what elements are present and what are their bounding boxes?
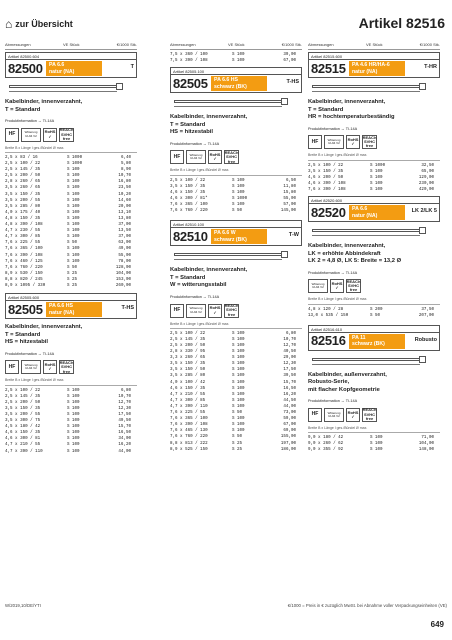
table-row: 2,5 x 145 / 35 S 100 10,70	[5, 394, 131, 399]
product-box-82520: Artikel 82520.600 82520 PA 6.6 natur (NA) LK 2/LK 5	[308, 196, 440, 222]
table-row: 2,5 x 145 / 35 S 100 10,70	[170, 337, 296, 342]
table-row: 4,6 x 300 / 81 S 100 34,00	[5, 437, 131, 442]
table-row: 4,7 x 390 / 110 S 100 44,00	[170, 404, 296, 409]
table-row: 4,7 x 300 / 85 S 100 44,50	[170, 398, 296, 403]
cert-icons	[170, 304, 302, 318]
product-info-link[interactable]: Produktinformation → TI-14A	[308, 270, 358, 275]
reach-icon: REACh SVHC free	[346, 278, 361, 293]
product-title: Kabelbinder, innenverzahnt, LK = erhöhte Abbindekraft LK 2 = 4,8 Ø, LK 5: Breite = 13,2 Ø	[308, 243, 402, 265]
table-row: 8,8 x 820 / 245 S 25 153,00	[5, 277, 131, 282]
reach-icon: REACh SVHC free	[224, 149, 239, 164]
product-info-link[interactable]: Produktinformation → TI-14A	[308, 399, 358, 404]
table-row: 2,5 x 100 / 22 S 100 6,50	[170, 178, 296, 183]
table-row: 7,6 x 365 / 100 S 100 59,00	[170, 417, 296, 422]
product-title: Kabelbinder, innenverzahnt, T = Standard HS = hitzestabil	[5, 324, 83, 346]
table-row: 2,5 x 200 / 50 S 100 10,70	[5, 174, 131, 179]
table-row: 9,0 x 180 / 42 S 100 71,00	[308, 436, 434, 441]
halogen-free-icon: HF	[170, 150, 184, 164]
table-row: 2,5 x 200 / 50 S 100 12,70	[5, 400, 131, 405]
table-row: 3,5 x 285 / 80 S 100 20,00	[5, 204, 131, 209]
table-row: 9,0 x 260 / 62 S 100 104,00	[308, 442, 434, 447]
table-row: 7,6 x 760 / 220 S 50 145,00	[170, 209, 296, 214]
page-number: 649	[430, 620, 444, 629]
table-row: 2,5 x 145 / 35 S 100 8,90	[5, 168, 131, 173]
table-row: 4,8 x 390 / 108 S 100 37,00	[5, 223, 131, 228]
table-row: 3,5 x 150 / 35 S 100 10,20	[5, 192, 131, 197]
ul94-icon: Witterung UL94 V2	[308, 279, 328, 293]
table-row: 3,5 x 200 / 55 S 100 14,60	[5, 198, 131, 203]
ul94-icon: Witterung UL94 V2	[324, 408, 344, 422]
rohs-icon: RoHS ✓	[346, 135, 360, 149]
table-row: 9,0 x 355 / 92 S 100 148,00	[308, 448, 434, 453]
table-row: 2,5 x 100 / 22 S 1000 32,50	[308, 163, 434, 168]
column-3	[308, 42, 440, 454]
column-header: Abmessungen VE Stück €/1000 Stk.	[170, 42, 302, 50]
halogen-free-icon: HF	[5, 128, 19, 142]
table-row: 4,6 x 150 / 35 S 100 16,50	[5, 431, 131, 436]
table-row: 7,6 x 460 / 125 S 100 78,00	[5, 259, 131, 264]
cert-icons	[5, 360, 137, 374]
cert-icons	[5, 128, 137, 142]
cable-tie-drawing	[170, 95, 302, 109]
table-row: 2,8 x 260 / 65 S 100 16,80	[5, 180, 131, 185]
cable-tie-drawing	[170, 248, 302, 262]
table-row: 7,5 x 360 / 100 S 100 39,00	[170, 53, 296, 57]
table-row: 8,9 x 1095 / 330 S 25 260,00	[5, 283, 131, 288]
product-box-82500: Artikel 82500.604 82500 PA 6.6 natur (NA) T	[5, 52, 137, 78]
column-header: Abmessungen VE Stück €/1000 Stk.	[308, 42, 440, 50]
reach-icon: REACh SVHC free	[59, 127, 74, 141]
reach-icon: REACh SVHC free	[362, 407, 377, 422]
reach-icon: REACh SVHC free	[362, 134, 377, 149]
rohs-icon: RoHS ✓	[43, 128, 57, 142]
table-row: 2,5 x 200 / 50 S 100 12,70	[170, 344, 296, 348]
product-title: Kabelbinder, innenverzahnt, T = Standard	[5, 99, 83, 113]
table-row: 7,6 x 225 / 55 S 50 63,00	[5, 241, 131, 246]
halogen-free-icon: HF	[308, 135, 322, 149]
table-row: 3,3 x 260 / 65 S 100 29,00	[170, 356, 296, 361]
table-row: 2,8 x 330 / 95 S 100 40,50	[170, 350, 296, 355]
table-note: Breite B x Länge l ges./Bündel Ø max.	[5, 378, 137, 385]
product-info-link[interactable]: Produktinformation → TI-14A	[170, 141, 220, 146]
product-box-82505: Artikel 82505.100 82505 PA 6.6 HS schwarz (BK) T-HS	[170, 67, 302, 93]
table-row: 7,6 x 390 / 108 S 100 420,00	[308, 187, 434, 192]
table-row: 4,5 x 180 / 42 S 100 15,70	[5, 425, 131, 430]
table-row: 7,6 x 390 / 108 S 100 67,00	[170, 423, 296, 428]
table-row: 3,5 x 150 / 35 S 100 12,30	[5, 406, 131, 411]
product-title: Kabelbinder, innenverzahnt, T = Standard HR = hochtemperaturbeständig	[308, 99, 395, 121]
product-info-link[interactable]: Produktinformation → TI-14A	[170, 294, 220, 299]
table-row: 7,6 x 365 / 100 S 100 49,00	[5, 247, 131, 252]
ul94-icon: Witterung UL94 V2	[324, 135, 344, 149]
table-note: Breite B x Länge l ges./Bündel Ø max.	[170, 168, 302, 175]
cable-tie-drawing	[308, 224, 440, 238]
table-row: 8,9 x 525 / 150 S 25 186,00	[170, 447, 296, 452]
back-link[interactable]: ⌂ zur Übersicht	[5, 17, 73, 31]
table-row: 4,7 x 300 / 85 S 100 37,00	[5, 235, 131, 240]
table-row: 2,5 x 100 / 22 S 100 6,80	[5, 388, 131, 393]
cable-tie-drawing	[5, 80, 137, 94]
table-row: 13,0 x 535 / 150 S 50 207,00	[308, 313, 434, 318]
table-row: 3,5 x 150 / 50 S 100 17,50	[170, 368, 296, 373]
table-row: 7,6 x 760 / 220 S 50 155,00	[170, 435, 296, 440]
product-box-82510: Artikel 82510.100 82510 PA 6.6 W schwarz (BK) T-W	[170, 220, 302, 246]
table-row: 3,5 x 260 / 65 S 100 23,50	[5, 186, 131, 191]
table-row: 3,5 x 150 / 35 S 100 12,30	[170, 362, 296, 367]
price-table	[170, 331, 302, 453]
product-info-link[interactable]: Produktinformation → TI-14A	[5, 351, 55, 356]
table-row: 3,5 x 200 / 55 S 100 17,50	[5, 412, 131, 417]
product-title: Kabelbinder, innenverzahnt, T = Standard HS = hitzestabil	[170, 114, 248, 136]
table-note: Breite B x Länge l ges./Bündel Ø max.	[5, 146, 137, 153]
product-box-82505-natur: Artikel 82505.600 82505 PA 6.6 HS natur (NA) T-HS	[5, 293, 137, 319]
rohs-icon: RoHS ✓	[43, 360, 57, 374]
rohs-icon: RoHS ✓	[208, 150, 222, 164]
table-row: 4,6 x 390 / 108 S 100 230,00	[308, 181, 434, 186]
product-info-link[interactable]: Produktinformation → TI-14A	[5, 119, 55, 124]
cert-icons	[308, 279, 440, 293]
table-row: 4,0 x 175 / 40 S 100 13,10	[5, 210, 131, 215]
ul94-icon: Witterung UL94 V2	[186, 304, 206, 318]
table-row: 7,5 x 390 / 108 S 100 67,00	[170, 59, 296, 64]
table-row: 4,6 x 200 / 50 S 100 129,00	[308, 175, 434, 180]
column-1	[5, 42, 137, 455]
table-row: 4,7 x 390 / 110 S 100 44,00	[5, 449, 131, 454]
halogen-free-icon: HF	[5, 360, 19, 374]
halogen-free-icon: HF	[308, 408, 322, 422]
table-row: 3,5 x 300 / 75 S 100 49,50	[5, 419, 131, 424]
rohs-icon: RoHS ✓	[346, 408, 360, 422]
product-box-82516: Artikel 82516.610 82516 PA 11 schwarz (BK) Robusto	[308, 325, 440, 351]
table-row: 3,5 x 150 / 35 S 100 11,80	[170, 184, 296, 189]
table-row: 4,6 x 150 / 35 S 100 15,80	[170, 190, 296, 195]
table-row: 2,5 x 83 / 16 S 1000 6,40	[5, 156, 131, 160]
reach-icon: REACh SVHC free	[59, 359, 74, 374]
product-box-82515: Artikel 82515.600 82515 PA 4.6 HR/HA-6 natur (NA) T-HR	[308, 52, 440, 78]
table-row: 4,7 x 210 / 55 S 100 16,20	[5, 443, 131, 448]
cert-icons	[308, 408, 440, 422]
column-2	[170, 42, 302, 453]
table-note: Breite B x Länge l ges./Bündel Ø max.	[308, 153, 440, 160]
price-table	[5, 388, 137, 455]
price-table	[5, 155, 137, 289]
table-row: 7,6 x 390 / 108 S 100 55,00	[5, 253, 131, 258]
product-info-link[interactable]: Produktinformation → TI-14A	[308, 126, 358, 131]
table-row: 4,8 x 120 / 28 S 200 37,50	[308, 307, 434, 312]
table-row: 8,9 x 530 / 150 S 25 104,00	[5, 271, 131, 276]
reach-icon: REACh SVHC free	[224, 302, 239, 317]
product-title: Kabelbinder, innenverzahnt, T = Standard W = witterungsstabil	[170, 267, 248, 289]
footer: W/2019,10/DE/YTI €/1000 = Preis in € zuzüglich MwSt. bei Abnahme voller Verpackungseinheiten (VE)	[5, 603, 447, 608]
table-row: 3,5 x 285 / 80 S 100 39,50	[170, 374, 296, 379]
price-table	[170, 178, 302, 215]
table-row: 2,5 x 100 / 22 S 100 6,80	[170, 331, 296, 336]
price-table	[170, 52, 302, 64]
table-row: 2,5 x 100 / 22 S 1000 5,80	[5, 162, 131, 167]
cable-tie-drawing	[308, 80, 440, 94]
halogen-free-icon: HF	[170, 304, 184, 318]
home-icon: ⌂	[5, 17, 13, 31]
table-note: Breite B x Länge l ges./Bündel Ø max.	[308, 297, 440, 304]
table-note: Breite B x Länge l ges./Bündel Ø max.	[170, 322, 302, 329]
cable-tie-drawing	[308, 353, 440, 367]
rohs-icon: RoHS ✓	[330, 279, 344, 293]
ul94-icon: Witterung UL94 V2	[21, 128, 41, 142]
table-row: 7,6 x 465 / 130 S 100 69,00	[170, 429, 296, 434]
table-row: 7,6 x 225 / 55 S 50 73,00	[170, 411, 296, 416]
cert-icons	[170, 150, 302, 164]
product-title: Kabelbinder, außenverzahnt, Robusto-Serie, mit flacher Kopfgeometrie	[308, 371, 387, 393]
table-row: 4,6 x 150 / 35 S 100 16,50	[170, 386, 296, 391]
table-row: 4,8 x 150 / 35 S 100 13,80	[5, 216, 131, 221]
table-row: 7,6 x 365 / 100 S 100 57,00	[170, 203, 296, 208]
rohs-icon: RoHS ✓	[208, 304, 222, 318]
table-row: 4,0 x 100 / 42 S 100 15,70	[170, 380, 296, 385]
table-row: 3,5 x 150 / 35 S 100 65,00	[308, 169, 434, 174]
table-row: 8,8 x 813 / 222 S 25 197,00	[170, 441, 296, 446]
table-row: 4,6 x 300 / 81* S 1000 55,00	[170, 197, 296, 201]
column-header: Abmessungen VE Stück €/1000 Stk.	[5, 42, 137, 50]
price-table	[308, 435, 440, 453]
cert-icons	[308, 135, 440, 149]
price-table	[308, 307, 440, 319]
table-note: Breite B x Länge l ges./Bündel Ø max.	[308, 426, 440, 433]
top-bar	[5, 15, 447, 35]
table-row: 4,7 x 230 / 55 S 100 13,50	[5, 229, 131, 234]
ul94-icon: Witterung UL94 V2	[21, 360, 41, 374]
ul94-icon: Witterung UL94 V2	[186, 150, 206, 164]
price-table	[308, 163, 440, 193]
table-row: 4,7 x 210 / 55 S 100 16,20	[170, 392, 296, 397]
page-title: Artikel 82516	[358, 15, 445, 31]
table-row: 7,6 x 760 / 220 S 50 128,00	[5, 265, 131, 270]
